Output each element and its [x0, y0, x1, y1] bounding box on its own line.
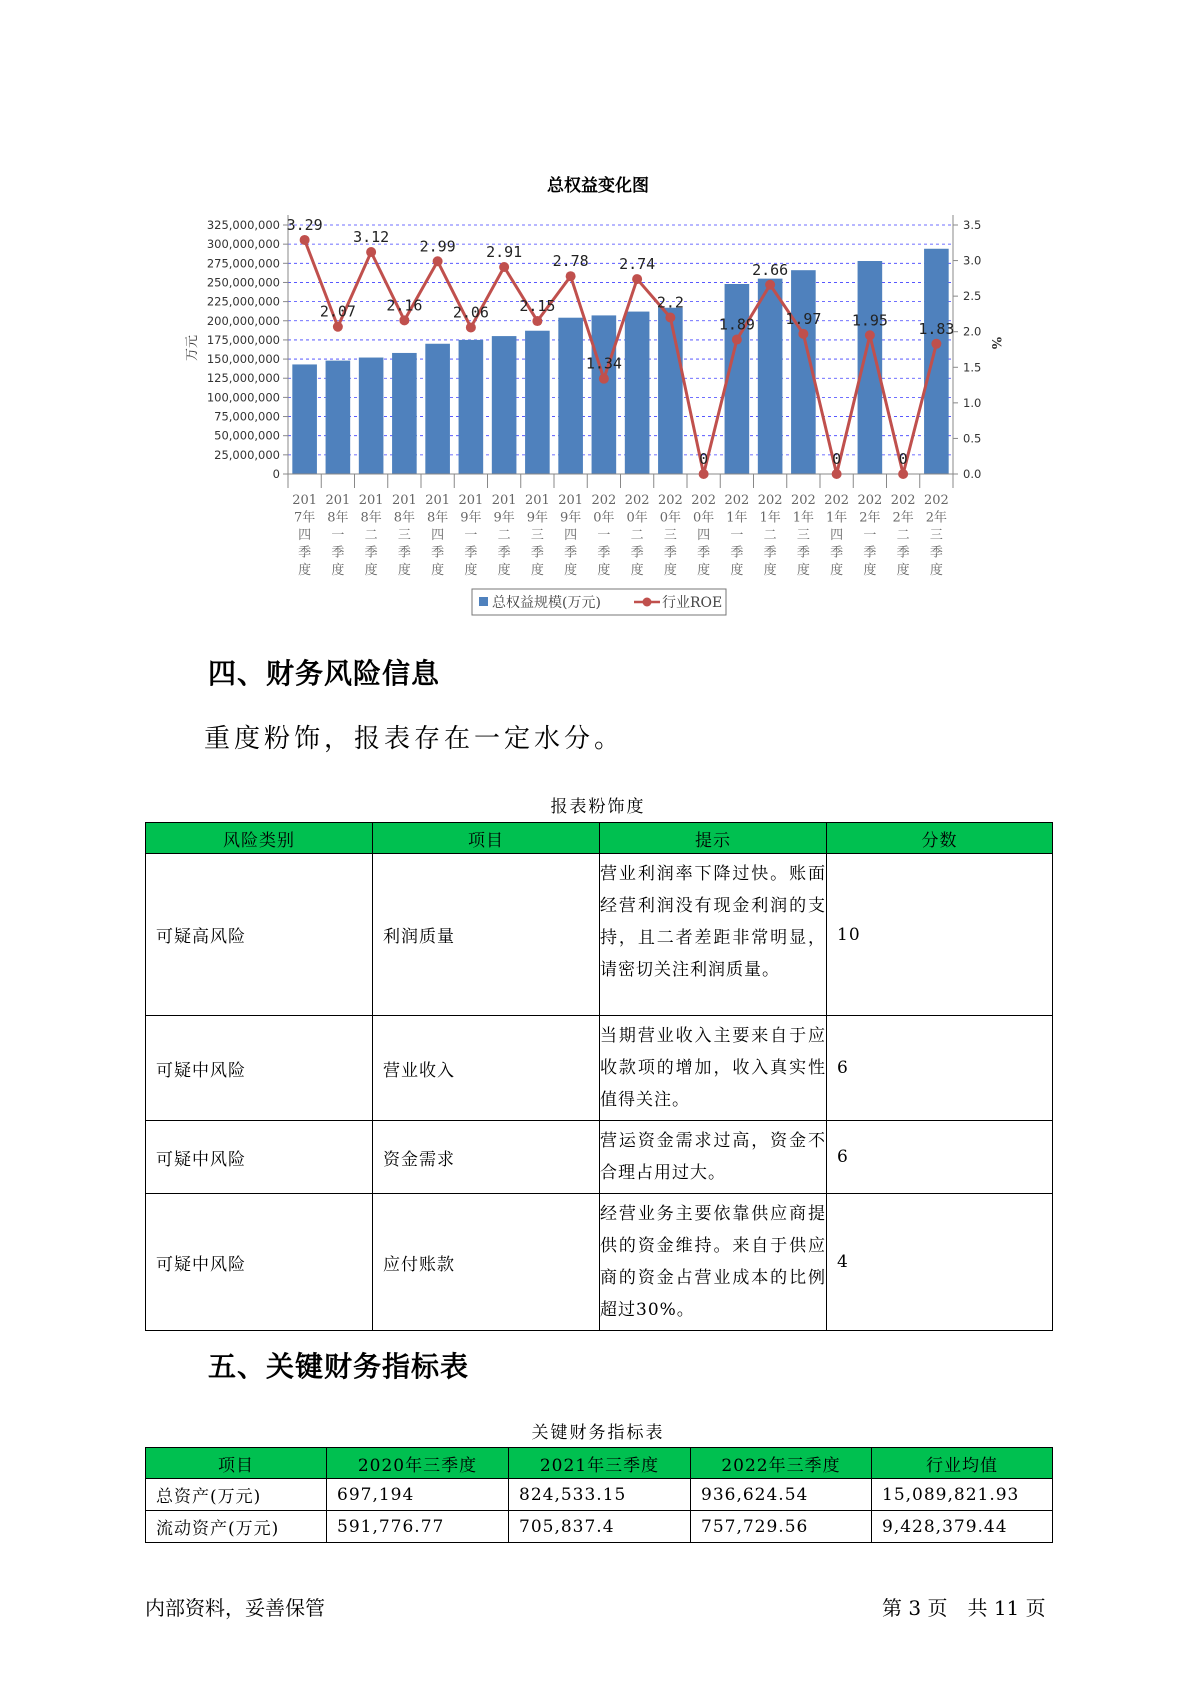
x-tick-label: 四 — [564, 528, 578, 543]
right-axis-ticks — [953, 218, 981, 481]
x-tick-label: 四 — [298, 528, 312, 543]
x-tick-label: 季 — [431, 545, 445, 561]
roe-point — [566, 271, 576, 281]
x-tick-label: 度 — [796, 563, 810, 578]
x-tick-label: 度 — [863, 563, 877, 578]
x-tick-label: 季 — [896, 545, 910, 561]
risk-table-header — [146, 823, 1053, 854]
kpi-value: 757,729.56 — [691, 1511, 872, 1543]
risk-category: 可疑中风险 — [146, 1016, 373, 1121]
equity-chart — [0, 0, 1191, 640]
x-tick-label: 8年 — [393, 510, 416, 526]
left-tick-label: 250,000,000 — [206, 275, 280, 290]
roe-line-series — [287, 216, 955, 479]
left-tick-label: 275,000,000 — [206, 256, 280, 271]
kpi-value: 591,776.77 — [327, 1511, 509, 1543]
x-tick-label: 季 — [497, 545, 511, 561]
roe-point — [466, 322, 476, 332]
x-tick-label: 三 — [796, 528, 810, 543]
legend-equity: 总权益规模(万元) — [492, 595, 601, 611]
bar — [392, 353, 417, 474]
left-tick-label: 300,000,000 — [206, 237, 280, 252]
x-tick-label: 201 — [458, 493, 484, 508]
x-tick-label: 8年 — [360, 510, 382, 526]
roe-point — [532, 316, 542, 326]
roe-point — [333, 322, 343, 332]
x-tick-label: 季 — [730, 545, 744, 561]
table-row — [146, 1016, 1053, 1121]
left-tick-label: 200,000,000 — [206, 313, 280, 328]
legend-roe: 行业ROE — [662, 595, 723, 611]
bar — [492, 336, 517, 474]
x-tick-label: 201 — [391, 493, 417, 508]
x-tick-label: 201 — [425, 493, 451, 508]
left-tick-label: 25,000,000 — [214, 447, 280, 462]
left-tick-label: 125,000,000 — [206, 371, 280, 386]
x-tick-label: 202 — [923, 493, 949, 508]
x-tick-label: 度 — [730, 563, 744, 578]
kpi-value: 15,089,821.93 — [872, 1479, 1053, 1511]
legend-bar-swatch — [479, 597, 488, 606]
x-tick-label: 度 — [597, 563, 611, 578]
risk-item: 资金需求 — [373, 1121, 600, 1194]
roe-data-label: 2.99 — [419, 237, 456, 256]
x-tick-label: 三 — [530, 528, 544, 543]
x-tick-label: 2年 — [925, 510, 948, 526]
roe-point — [931, 339, 941, 349]
x-tick-label: 度 — [431, 563, 445, 578]
x-tick-label: 季 — [364, 545, 378, 561]
x-tick-label: 201 — [491, 493, 517, 508]
x-tick-label: 季 — [796, 545, 810, 561]
x-axis-ticks — [288, 474, 953, 578]
roe-data-label: 1.34 — [585, 354, 622, 373]
kpi-table-caption: 关键财务指标表 — [531, 1423, 665, 1443]
risk-item: 应付账款 — [373, 1194, 600, 1331]
x-tick-label: 季 — [663, 545, 677, 561]
header-risk-category: 风险类别 — [146, 823, 373, 854]
x-tick-label: 季 — [630, 545, 644, 561]
page-prefix: 第 — [882, 1596, 902, 1620]
roe-data-label: 2.91 — [486, 242, 523, 261]
roe-point — [399, 315, 409, 325]
left-tick-label: 0 — [272, 467, 280, 481]
roe-data-label: 2.74 — [619, 255, 656, 274]
risk-category: 可疑中风险 — [146, 1194, 373, 1331]
left-axis-ticks — [207, 218, 288, 481]
x-tick-label: 0年 — [659, 510, 682, 526]
x-tick-label: 201 — [292, 493, 318, 508]
x-tick-label: 一 — [730, 528, 744, 543]
x-tick-label: 9年 — [493, 510, 515, 526]
risk-tip: 当期营业收入主要来自于应收款项的增加，收入真实性值得关注。 — [600, 1016, 827, 1121]
roe-point — [865, 330, 875, 340]
x-tick-label: 季 — [331, 545, 345, 561]
x-tick-label: 季 — [530, 545, 544, 561]
x-tick-label: 度 — [464, 563, 478, 578]
x-tick-label: 9年 — [460, 510, 482, 526]
x-tick-label: 度 — [298, 563, 312, 578]
x-tick-label: 201 — [558, 493, 584, 508]
roe-data-label: 2.66 — [752, 260, 789, 279]
risk-item: 利润质量 — [373, 854, 600, 1016]
x-tick-label: 2年 — [859, 510, 881, 526]
roe-data-label: 0 — [898, 450, 908, 468]
x-tick-label: 一 — [863, 528, 877, 543]
header-score: 分数 — [827, 823, 1053, 854]
x-tick-label: 四 — [697, 528, 711, 543]
x-tick-label: 季 — [564, 545, 578, 561]
x-tick-label: 202 — [724, 493, 750, 508]
bar — [558, 318, 583, 474]
x-tick-label: 二 — [763, 528, 777, 543]
bar — [525, 331, 550, 474]
page-total: 11 — [993, 1596, 1020, 1620]
x-tick-label: 三 — [929, 528, 943, 543]
bar — [459, 340, 484, 474]
roe-point — [499, 262, 509, 272]
kpi-table — [145, 1447, 1053, 1543]
x-tick-label: 9年 — [526, 510, 549, 526]
bar — [625, 312, 650, 474]
risk-score: 6 — [827, 1016, 1053, 1121]
x-tick-label: 季 — [763, 545, 777, 561]
roe-data-label: 1.89 — [718, 315, 755, 334]
x-tick-label: 0年 — [692, 510, 715, 526]
section4-heading: 四、财务风险信息 — [208, 657, 441, 690]
x-tick-label: 201 — [325, 493, 351, 508]
roe-point — [300, 235, 310, 245]
risk-tip: 经营业务主要依靠供应商提供的资金维持。来自于供应商的资金占营业成本的比例超过30%。 — [600, 1194, 827, 1331]
x-tick-label: 一 — [597, 528, 611, 543]
x-tick-label: 1年 — [825, 510, 848, 526]
risk-table — [145, 822, 1053, 1331]
risk-category: 可疑高风险 — [146, 854, 373, 1016]
footer-note: 内部资料，妥善保管 — [145, 1596, 325, 1620]
x-tick-label: 一 — [464, 528, 478, 543]
x-tick-label: 度 — [497, 563, 511, 578]
roe-point — [599, 374, 609, 384]
x-tick-label: 度 — [763, 563, 777, 578]
roe-point — [699, 469, 709, 479]
left-tick-label: 75,000,000 — [214, 409, 280, 424]
kpi-value: 9,428,379.44 — [872, 1511, 1053, 1543]
roe-point — [665, 312, 675, 322]
page-mid: 页 共 — [927, 1596, 988, 1620]
x-tick-label: 度 — [830, 563, 844, 578]
kpi-value: 936,624.54 — [691, 1479, 872, 1511]
roe-point — [732, 335, 742, 345]
roe-point — [832, 469, 842, 479]
x-tick-label: 201 — [524, 493, 550, 508]
left-tick-label: 100,000,000 — [206, 390, 280, 405]
table-row — [146, 1479, 1053, 1511]
roe-point — [632, 274, 642, 284]
x-tick-label: 度 — [397, 563, 411, 578]
roe-data-label: 2.15 — [519, 297, 556, 316]
risk-table-caption: 报表粉饰度 — [550, 797, 646, 817]
table-row — [146, 854, 1053, 1016]
bar — [425, 344, 450, 474]
x-tick-label: 季 — [863, 545, 877, 561]
header-2020q3: 2020年三季度 — [327, 1448, 509, 1479]
x-tick-label: 季 — [298, 545, 312, 561]
left-axis-label: 万元 — [185, 334, 200, 362]
right-tick-label: 2.0 — [963, 324, 982, 339]
bar — [592, 315, 617, 474]
roe-point — [765, 280, 775, 290]
x-tick-label: 三 — [663, 528, 677, 543]
x-tick-label: 度 — [929, 563, 943, 578]
x-tick-label: 二 — [896, 528, 910, 543]
x-tick-label: 度 — [896, 563, 910, 578]
kpi-value: 705,837.4 — [509, 1511, 691, 1543]
x-tick-label: 9年 — [559, 510, 582, 526]
left-tick-label: 50,000,000 — [214, 428, 280, 443]
x-tick-label: 202 — [691, 493, 717, 508]
x-tick-label: 季 — [697, 545, 711, 561]
right-tick-label: 0.0 — [963, 467, 982, 481]
x-tick-label: 202 — [624, 493, 650, 508]
x-tick-label: 202 — [757, 493, 783, 508]
roe-data-label: 1.97 — [785, 309, 822, 328]
header-2022q3: 2022年三季度 — [691, 1448, 872, 1479]
x-tick-label: 季 — [464, 545, 478, 561]
x-tick-label: 度 — [663, 563, 677, 578]
x-tick-label: 度 — [630, 563, 644, 578]
risk-score: 4 — [827, 1194, 1053, 1331]
roe-data-label: 3.29 — [286, 215, 323, 234]
right-axis-label: % — [988, 336, 1003, 350]
x-tick-label: 1年 — [726, 510, 748, 526]
x-tick-label: 度 — [697, 563, 711, 578]
x-tick-label: 度 — [364, 563, 378, 578]
kpi-label: 流动资产(万元) — [146, 1511, 327, 1543]
x-tick-label: 1年 — [792, 510, 815, 526]
x-tick-label: 202 — [591, 493, 617, 508]
bar — [658, 308, 683, 474]
page-indicator — [882, 1592, 1046, 1621]
chart-title: 总权益变化图 — [547, 176, 649, 196]
roe-data-label: 2.07 — [319, 302, 356, 321]
legend-line-marker — [643, 598, 652, 607]
right-tick-label: 3.0 — [963, 253, 982, 268]
roe-data-label: 0 — [699, 450, 709, 468]
roe-point — [366, 247, 376, 257]
bar — [924, 249, 949, 474]
left-tick-label: 225,000,000 — [206, 294, 280, 309]
bar — [758, 279, 783, 474]
right-tick-label: 1.5 — [963, 360, 982, 375]
right-tick-label: 2.5 — [963, 289, 982, 304]
x-tick-label: 2年 — [892, 510, 914, 526]
header-industry-avg: 行业均值 — [872, 1448, 1053, 1479]
roe-data-label: 3.12 — [353, 228, 390, 247]
x-tick-label: 一 — [331, 528, 345, 543]
roe-data-label: 2.16 — [386, 296, 423, 315]
x-tick-label: 二 — [630, 528, 644, 543]
x-tick-label: 季 — [597, 545, 611, 561]
x-tick-label: 0年 — [626, 510, 648, 526]
kpi-value: 697,194 — [327, 1479, 509, 1511]
x-tick-label: 202 — [790, 493, 816, 508]
right-tick-label: 1.0 — [963, 395, 982, 410]
roe-data-label: 2.2 — [656, 293, 684, 312]
risk-tip: 营业利润率下降过快。账面经营利润没有现金利润的支持，且二者差距非常明显，请密切关注利润质量。 — [600, 854, 827, 1016]
header-item: 项目 — [146, 1448, 327, 1479]
chart-axes — [288, 215, 953, 474]
x-tick-label: 三 — [397, 528, 411, 543]
kpi-label: 总资产(万元) — [146, 1479, 327, 1511]
x-tick-label: 0年 — [593, 510, 615, 526]
kpi-table-header — [146, 1448, 1053, 1479]
bar — [359, 358, 384, 474]
roe-data-label: 2.78 — [552, 252, 589, 271]
risk-score: 10 — [827, 854, 1053, 1016]
x-tick-label: 1年 — [759, 510, 781, 526]
roe-data-label: 1.83 — [918, 319, 955, 338]
x-tick-label: 202 — [857, 493, 883, 508]
header-tip: 提示 — [600, 823, 827, 854]
kpi-value: 824,533.15 — [509, 1479, 691, 1511]
x-tick-label: 四 — [830, 528, 844, 543]
left-tick-label: 325,000,000 — [206, 218, 280, 232]
page-suffix: 页 — [1025, 1596, 1046, 1620]
x-tick-label: 8年 — [426, 510, 449, 526]
risk-item: 营业收入 — [373, 1016, 600, 1121]
x-tick-label: 8年 — [327, 510, 349, 526]
left-tick-label: 150,000,000 — [206, 352, 280, 367]
risk-score: 6 — [827, 1121, 1053, 1194]
x-tick-label: 度 — [530, 563, 544, 578]
x-tick-label: 二 — [364, 528, 378, 543]
x-tick-label: 202 — [890, 493, 916, 508]
x-tick-label: 201 — [358, 493, 384, 508]
x-tick-label: 季 — [830, 545, 844, 561]
roe-point — [798, 329, 808, 339]
section4-summary: 重度粉饰，报表存在一定水分。 — [204, 724, 625, 754]
section5-heading: 五、关键财务指标表 — [208, 1350, 470, 1383]
x-tick-label: 202 — [824, 493, 850, 508]
roe-data-label: 1.95 — [851, 311, 888, 330]
right-tick-label: 0.5 — [963, 431, 982, 446]
roe-point — [898, 469, 908, 479]
bar — [292, 364, 317, 474]
x-tick-label: 二 — [497, 528, 511, 543]
x-tick-label: 四 — [431, 528, 445, 543]
roe-data-label: 2.06 — [452, 303, 489, 322]
x-tick-label: 度 — [331, 563, 345, 578]
page-number: 3 — [908, 1596, 922, 1620]
chart-legend — [472, 589, 726, 615]
x-tick-label: 7年 — [293, 510, 316, 526]
risk-tip: 营运资金需求过高，资金不合理占用过大。 — [600, 1121, 827, 1194]
header-2021q3: 2021年三季度 — [509, 1448, 691, 1479]
header-item: 项目 — [373, 823, 600, 854]
bar — [326, 361, 351, 474]
x-tick-label: 度 — [564, 563, 578, 578]
risk-category: 可疑中风险 — [146, 1121, 373, 1194]
table-row — [146, 1511, 1053, 1543]
roe-point — [433, 256, 443, 266]
table-row — [146, 1194, 1053, 1331]
x-tick-label: 202 — [657, 493, 683, 508]
table-row — [146, 1121, 1053, 1194]
x-tick-label: 季 — [397, 545, 411, 561]
roe-data-label: 0 — [832, 450, 842, 468]
left-tick-label: 175,000,000 — [206, 332, 280, 347]
x-tick-label: 季 — [929, 545, 943, 561]
right-tick-label: 3.5 — [963, 218, 982, 232]
